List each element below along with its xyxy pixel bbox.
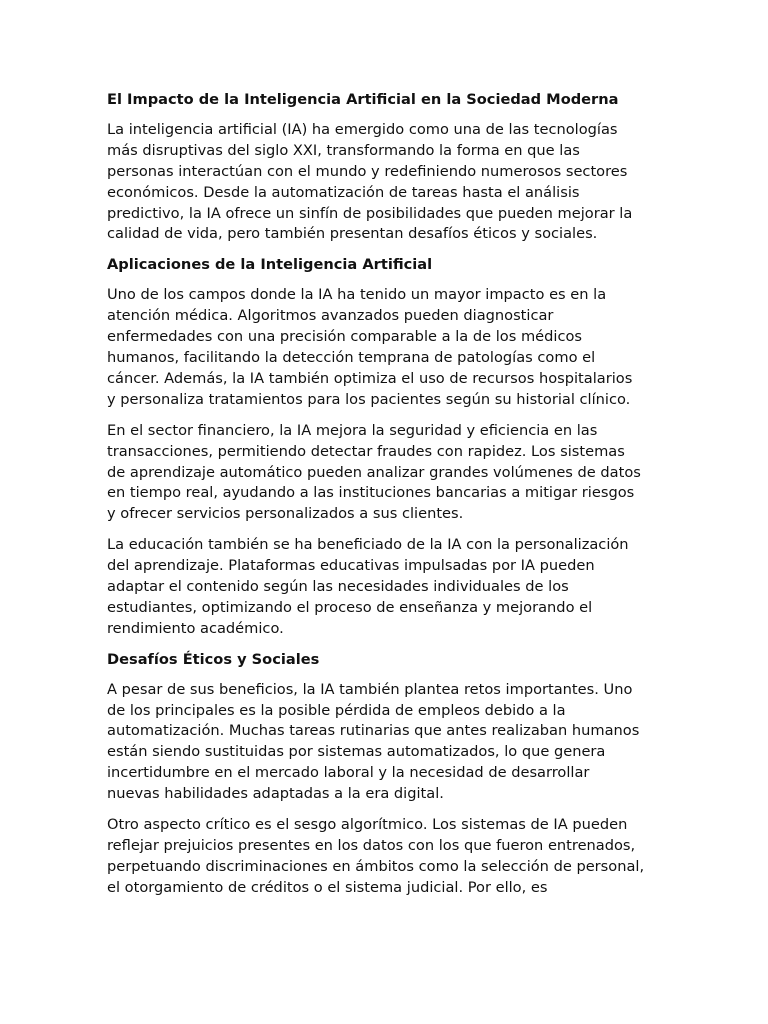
text-line: rendimiento académico. (107, 619, 284, 637)
text-line: más disruptivas del siglo XXI, transformando la forma en que las (107, 141, 580, 159)
text-line: La inteligencia artificial (IA) ha emergido como una de las tecnologías (107, 120, 618, 138)
paragraph-bias (107, 815, 667, 899)
section-heading-applications: Aplicaciones de la Inteligencia Artificial (107, 256, 433, 274)
text-line: y ofrecer servicios personalizados a sus clientes. (107, 505, 464, 523)
text-line: en tiempo real, ayudando a las instituciones bancarias a mitigar riesgos (107, 484, 635, 502)
text-line: Uno de los campos donde la IA ha tenido un mayor impacto es en la (107, 286, 607, 304)
text-line: adaptar el contenido según las necesidades individuales de los (107, 578, 569, 596)
text-line: personas interactúan con el mundo y redefiniendo numerosos sectores (107, 162, 628, 180)
text-line: reflejar prejuicios presentes en los datos con los que fueron entrenados, (107, 837, 636, 854)
text-line: automatización. Muchas tareas rutinarias que antes realizaban humanos (107, 722, 640, 740)
text-line: cáncer. Además, la IA también optimiza el uso de recursos hospitalarios (107, 369, 633, 387)
text-line: En el sector financiero, la IA mejora la seguridad y eficiencia en las (107, 421, 598, 439)
text-line: y personaliza tratamientos para los pacientes según su historial clínico. (107, 390, 631, 408)
text-line: el otorgamiento de créditos o el sistema judicial. Por ello, es (107, 878, 548, 896)
text-line: humanos, facilitando la detección temprana de patologías como el (107, 348, 596, 366)
text-line: calidad de vida, pero también presentan desafíos éticos y sociales. (107, 225, 598, 243)
text-line: de los principales es la posible pérdida de empleos debido a la (107, 701, 566, 719)
text-line: transacciones, permitiendo detectar fraudes con rapidez. Los sistemas (107, 442, 625, 460)
text-line: nuevas habilidades adaptadas a la era digital. (107, 785, 444, 803)
document-title: El Impacto de la Inteligencia Artificial en la Sociedad Moderna (107, 91, 619, 108)
text-line: del aprendizaje. Plataformas educativas impulsadas por IA pueden (107, 557, 595, 575)
text-line: A pesar de sus beneficios, la IA también plantea retos importantes. Uno (107, 680, 633, 698)
text-line: están siendo sustituidas por sistemas automatizados, lo que genera (107, 743, 606, 761)
paragraph-employment (107, 680, 667, 805)
document-page (107, 90, 667, 909)
text-line: perpetuando discriminaciones en ámbitos como la selección de personal, (107, 857, 645, 875)
text-line: incertidumbre en el mercado laboral y la necesidad de desarrollar (107, 764, 590, 782)
paragraph-education (107, 535, 667, 640)
text-line: de aprendizaje automático pueden analizar grandes volúmenes de datos (107, 463, 641, 481)
text-line: La educación también se ha beneficiado de la IA con la personalización (107, 536, 629, 554)
text-line: enfermedades con una precisión comparable a la de los médicos (107, 328, 583, 346)
intro-paragraph (107, 120, 667, 245)
paragraph-healthcare (107, 285, 667, 410)
text-line: económicos. Desde la automatización de tareas hasta el análisis (107, 183, 580, 201)
section-heading-challenges: Desafíos Éticos y Sociales (107, 650, 320, 668)
text-line: predictivo, la IA ofrece un sinfín de posibilidades que pueden mejorar la (107, 204, 633, 222)
text-line: Otro aspecto crítico es el sesgo algorítmico. Los sistemas de IA pueden (107, 816, 628, 834)
text-line: atención médica. Algoritmos avanzados pueden diagnosticar (107, 307, 554, 325)
paragraph-finance (107, 421, 667, 526)
text-line: estudiantes, optimizando el proceso de enseñanza y mejorando el (107, 598, 593, 616)
